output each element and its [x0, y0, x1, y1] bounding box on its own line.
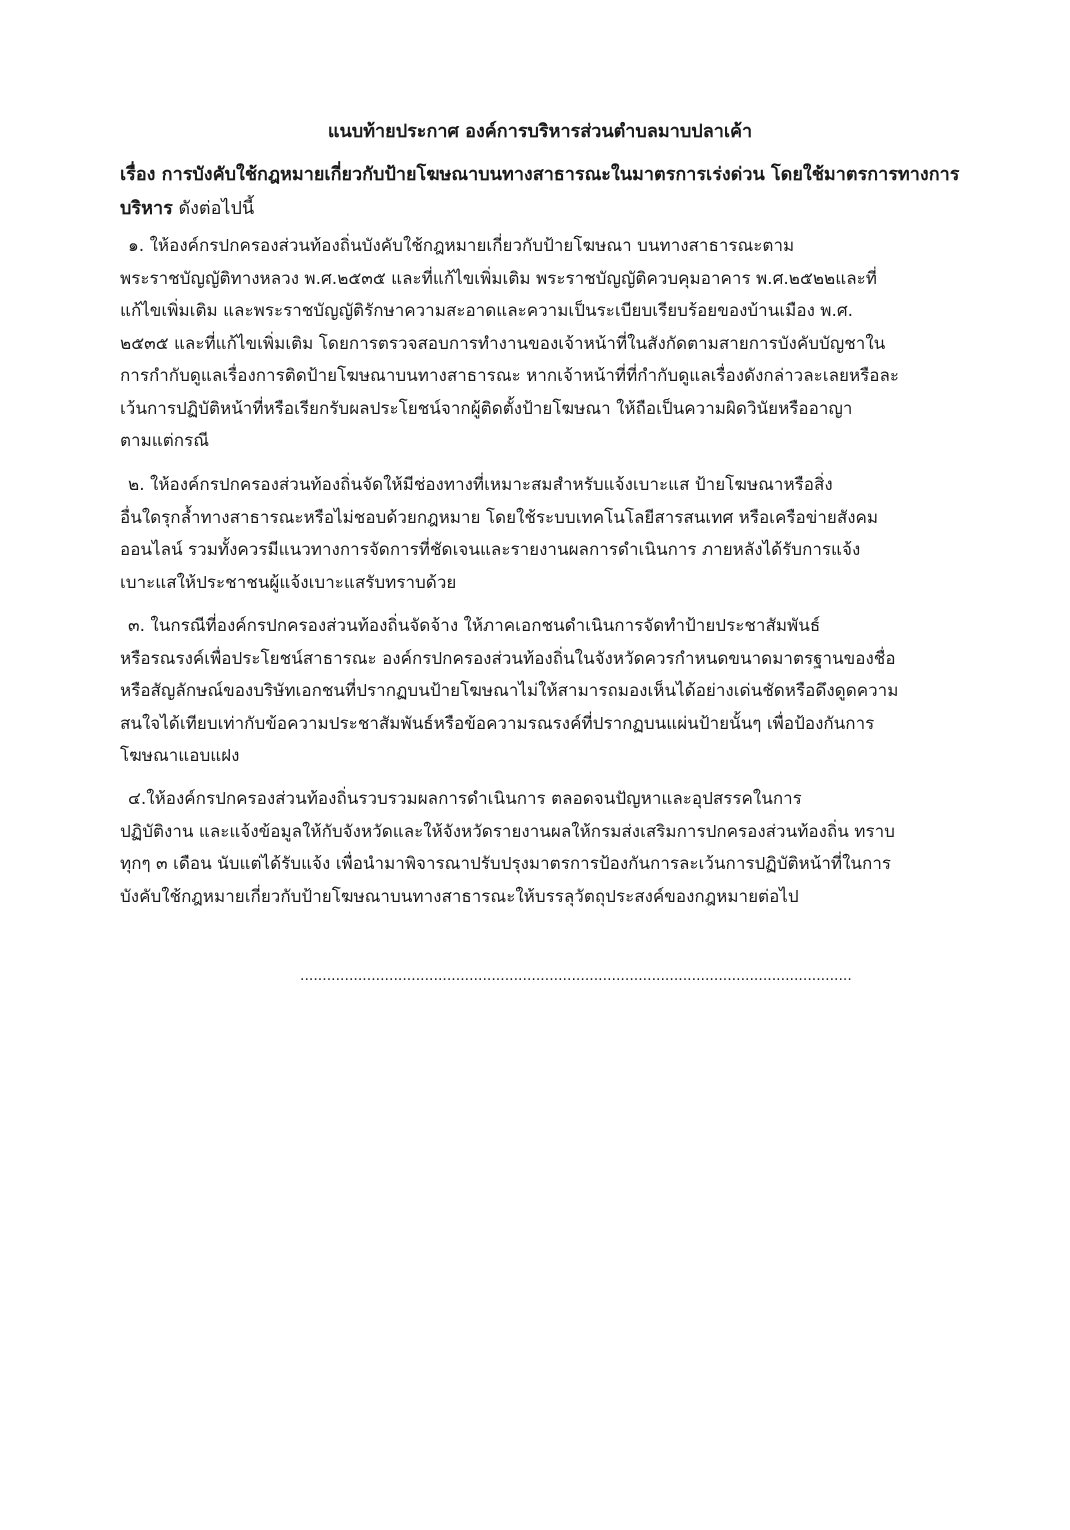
paragraph-line: ๒. ให้องค์กรปกครองส่วนท้องถิ่นจัดให้มีช่องทางที่เหมาะสมสำหรับแจ้งเบาะแส ป้ายโฆษณาหรือสิ่ง — [128, 475, 833, 495]
paragraph-line: ออนไลน์ รวมทั้งควรมีแนวทางการจัดการที่ชัดเจนและรายงานผลการดำเนินการ ภายหลังได้รับการแจ้ง — [120, 540, 861, 560]
paragraph-line: หรือสัญลักษณ์ของบริษัทเอกชนที่ปรากฏบนป้ายโฆษณาไม่ให้สามารถมองเห็นได้อย่างเด่นชัดหรือดึงดูดความ — [120, 681, 899, 701]
paragraph-2 — [120, 469, 970, 599]
subject-line-2-bold: บริหาร — [120, 198, 173, 219]
paragraph-line: การกำกับดูแลเรื่องการติดป้ายโฆษณาบนทางสาธารณะ หากเจ้าหน้าที่ที่กำกับดูแลเรื่องดังกล่าวละเลยหรือละ — [120, 366, 900, 386]
paragraph-line: โฆษณาแอบแฝง — [120, 746, 240, 766]
document-subject — [120, 158, 970, 226]
paragraph-line: อื่นใดรุกล้ำทางสาธารณะหรือไม่ชอบด้วยกฎหมาย โดยใช้ระบบเทคโนโลยีสารสนเทศ หรือเครือข่ายสังคม — [120, 507, 879, 528]
paragraph-line: ๑. ให้องค์กรปกครองส่วนท้องถิ่นบังคับใช้กฎหมายเกี่ยวกับป้ายโฆษณา บนทางสาธารณะตาม — [128, 236, 795, 256]
paragraph-line: เว้นการปฏิบัติหน้าที่หรือเรียกรับผลประโยชน์จากผู้ติดตั้งป้ายโฆษณา ให้ถือเป็นความผิดวินัยหรืออาญา — [120, 398, 853, 419]
paragraph-4 — [120, 783, 970, 913]
paragraph-line: บังคับใช้กฎหมายเกี่ยวกับป้ายโฆษณาบนทางสาธารณะให้บรรลุวัตถุประสงค์ของกฎหมายต่อไป — [120, 886, 799, 907]
paragraph-line: ปฏิบัติงาน และแจ้งข้อมูลให้กับจังหวัดและให้จังหวัดรายงานผลให้กรมส่งเสริมการปกครองส่วนท้องถิ่น ทราบ — [120, 821, 895, 842]
paragraph-line: ๒๕๓๕ และที่แก้ไขเพิ่มเติม โดยการตรวจสอบการทำงานของเจ้าหน้าที่ในสังกัดตามสายการบังคับบัญชาใน — [120, 333, 886, 354]
paragraph-line: ทุกๆ ๓ เดือน นับแต่ได้รับแจ้ง เพื่อนำมาพิจารณาปรับปรุงมาตรการป้องกันการละเว้นการปฏิบัติหน้าที่ในการ — [120, 854, 892, 874]
subject-line-1: เรื่อง การบังคับใช้กฎหมายเกี่ยวกับป้ายโฆษณาบนทางสาธารณะในมาตรการเร่งด่วน โดยใช้มาตรการทางการ — [120, 164, 960, 185]
paragraph-line: ตามแต่กรณี — [120, 431, 209, 451]
paragraph-line: สนใจได้เทียบเท่ากับข้อความประชาสัมพันธ์หรือข้อความรณรงค์ที่ปรากฏบนแผ่นป้ายนั้นๆ เพื่อป้องกันการ — [120, 713, 875, 734]
subject-line-2-rest: ดังต่อไปนี้ — [172, 198, 255, 219]
document-title: แนบท้ายประกาศ องค์การบริหารส่วนตำบลมาบปลาเค้า — [327, 121, 753, 142]
paragraph-3 — [120, 610, 970, 773]
paragraph-line: เบาะแสให้ประชาชนผู้แจ้งเบาะแสรับทราบด้วย — [120, 572, 457, 593]
paragraph-line: แก้ไขเพิ่มเติม และพระราชบัญญัติรักษาความสะอาดและความเป็นระเบียบเรียบร้อยของบ้านเมือง พ.ศ. — [120, 301, 854, 321]
paragraph-line: ๔.ให้องค์กรปกครองส่วนท้องถิ่นรวบรวมผลการดำเนินการ ตลอดจนปัญหาและอุปสรรคในการ — [128, 789, 802, 809]
end-dotted-line: ............................................................................................................................ — [300, 968, 852, 984]
paragraph-line: พระราชบัญญัติทางหลวง พ.ศ.๒๕๓๕ และที่แก้ไขเพิ่มเติม พระราชบัญญัติควบคุมอาคาร พ.ศ.๒๕๒๒และที่ — [120, 268, 877, 289]
paragraph-line: ๓. ในกรณีที่องค์กรปกครองส่วนท้องถิ่นจัดจ้าง ให้ภาคเอกชนดำเนินการจัดทำป้ายประชาสัมพันธ์ — [128, 616, 821, 636]
paragraph-line: หรือรณรงค์เพื่อประโยชน์สาธารณะ องค์กรปกครองส่วนท้องถิ่นในจังหวัดควรกำหนดขนาดมาตรฐานของชื่อ — [120, 648, 896, 669]
paragraph-1 — [120, 230, 970, 458]
subject-line-2 — [120, 192, 970, 226]
